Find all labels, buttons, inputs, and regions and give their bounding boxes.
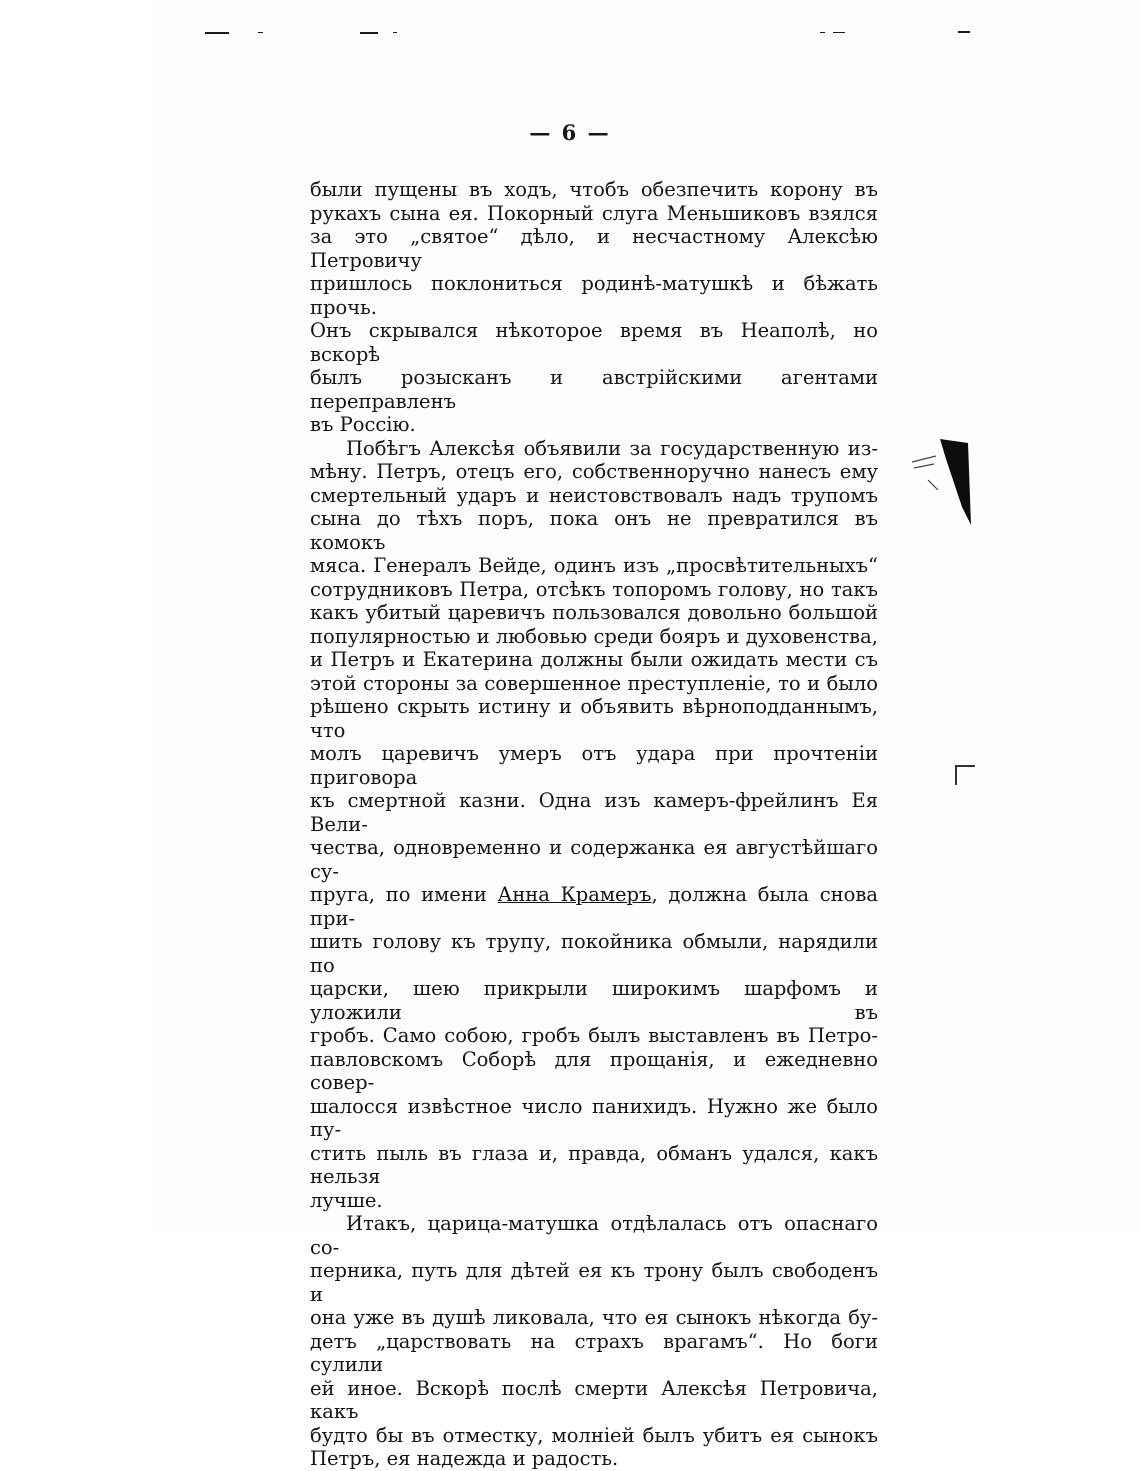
text-line: будто бы въ отместку, молніей былъ убитъ ея сынокъ	[310, 1423, 878, 1447]
text-line: павловскомъ Соборѣ для прощанія, и ежедневно совер-	[310, 1047, 878, 1094]
text-line: сотрудниковъ Петра, отсѣкъ топоромъ голову, но такъ	[310, 577, 878, 601]
body-text	[310, 178, 878, 1471]
scan-mark	[393, 32, 397, 33]
text-line: перника, путь для дѣтей ея къ трону былъ свободенъ и	[310, 1259, 878, 1306]
text-line: стить пыль въ глаза и, правда, обманъ удался, какъ нельзя	[310, 1141, 878, 1188]
scan-mark	[258, 32, 263, 33]
text-line: она уже въ душѣ ликовала, что ея сынокъ нѣкогда бу-	[310, 1306, 878, 1329]
text-line: какъ убитый царевичъ пользовался довольно большой	[310, 601, 878, 624]
text-line: мѣну. Петръ, отецъ его, собственноручно нанесъ ему	[310, 460, 878, 483]
text-line: были пущены въ ходъ, чтобъ обезпечить корону въ	[310, 178, 878, 201]
scan-mark	[958, 31, 970, 33]
text-line: рукахъ сына ея. Покорный слуга Меньшиковъ взялся	[310, 201, 878, 225]
text-line: шить голову къ трупу, покойника обмыли, нарядили по	[310, 930, 878, 977]
text-line: въ Россію.	[310, 413, 416, 436]
text-line: гробъ. Само собою, гробъ былъ выставленъ въ Петро-	[310, 1024, 878, 1047]
margin-corner-mark	[955, 765, 975, 785]
text-line: былъ розысканъ и австрійскими агентами переправленъ	[310, 366, 878, 413]
edge-tick-marks	[910, 450, 940, 490]
text-line: рѣшено скрыть истину и объявить вѣрноподданнымъ, что	[310, 695, 878, 742]
page-number: — 6 —	[529, 120, 611, 145]
scan-mark	[205, 32, 229, 34]
text-line: чества, одновременно и содержанка ея августѣйшаго су-	[310, 836, 878, 883]
underlined-name: Анна Крамеръ	[497, 883, 652, 906]
text-line: молъ царевичъ умеръ отъ удара при прочтеніи приговора	[310, 742, 878, 789]
scan-mark	[360, 32, 378, 34]
page-edge-blot	[938, 437, 972, 527]
text-line: смертельный ударъ и неистовствовалъ надъ трупомъ	[310, 483, 878, 507]
text-line: шалосся извѣстное число панихидъ. Нужно же было пу-	[310, 1094, 878, 1141]
text-line: Петръ, ея надежда и радость.	[310, 1447, 619, 1470]
text-line: Побѣгъ Алексѣя объявили за государственную из-	[346, 436, 878, 460]
scan-mark	[820, 32, 825, 33]
text-line: этой стороны за совершенное преступленіе, то и было	[310, 671, 878, 695]
text-line: мяса. Генералъ Вейде, одинъ изъ „просвѣтительныхъ“	[310, 554, 878, 577]
text-line: детъ „царствовать на страхъ врагамъ“. Но боги сулили	[310, 1329, 878, 1376]
text-line: ей иное. Вскорѣ послѣ смерти Алексѣя Петровича, какъ	[310, 1376, 878, 1423]
text-line: къ смертной казни. Одна изъ камеръ-фрейлинъ Ея Вели-	[310, 789, 878, 836]
text-line: популярностью и любовью среди бояръ и духовенства,	[310, 624, 878, 648]
text-line: пришлось поклониться родинѣ-матушкѣ и бѣжать прочь.	[310, 272, 878, 319]
text-line: Итакъ, царица-матушка отдѣлалась отъ опаснаго со-	[310, 1212, 878, 1259]
paragraph-1	[310, 178, 878, 437]
text-line: за это „святое“ дѣло, и несчастному Алексѣю Петровичу	[310, 225, 878, 272]
text-line-with-underlined-name: пруга, по имени Анна Крамеръ, должна была снова при-	[310, 883, 878, 930]
text-line: царски, шею прикрыли широкимъ шарфомъ и уложили въ	[310, 977, 878, 1024]
text-line: лучше.	[310, 1188, 383, 1212]
text-line: и Петръ и Екатерина должны были ожидать мести съ	[310, 648, 878, 671]
paragraph-2	[310, 437, 878, 1213]
scan-mark	[833, 32, 845, 33]
text-line: сына до тѣхъ поръ, пока онъ не превратился въ комокъ	[310, 507, 878, 554]
text-line: Онъ скрывался нѣкоторое время въ Неаполѣ, но вскорѣ	[310, 319, 878, 366]
paragraph-3	[310, 1212, 878, 1471]
